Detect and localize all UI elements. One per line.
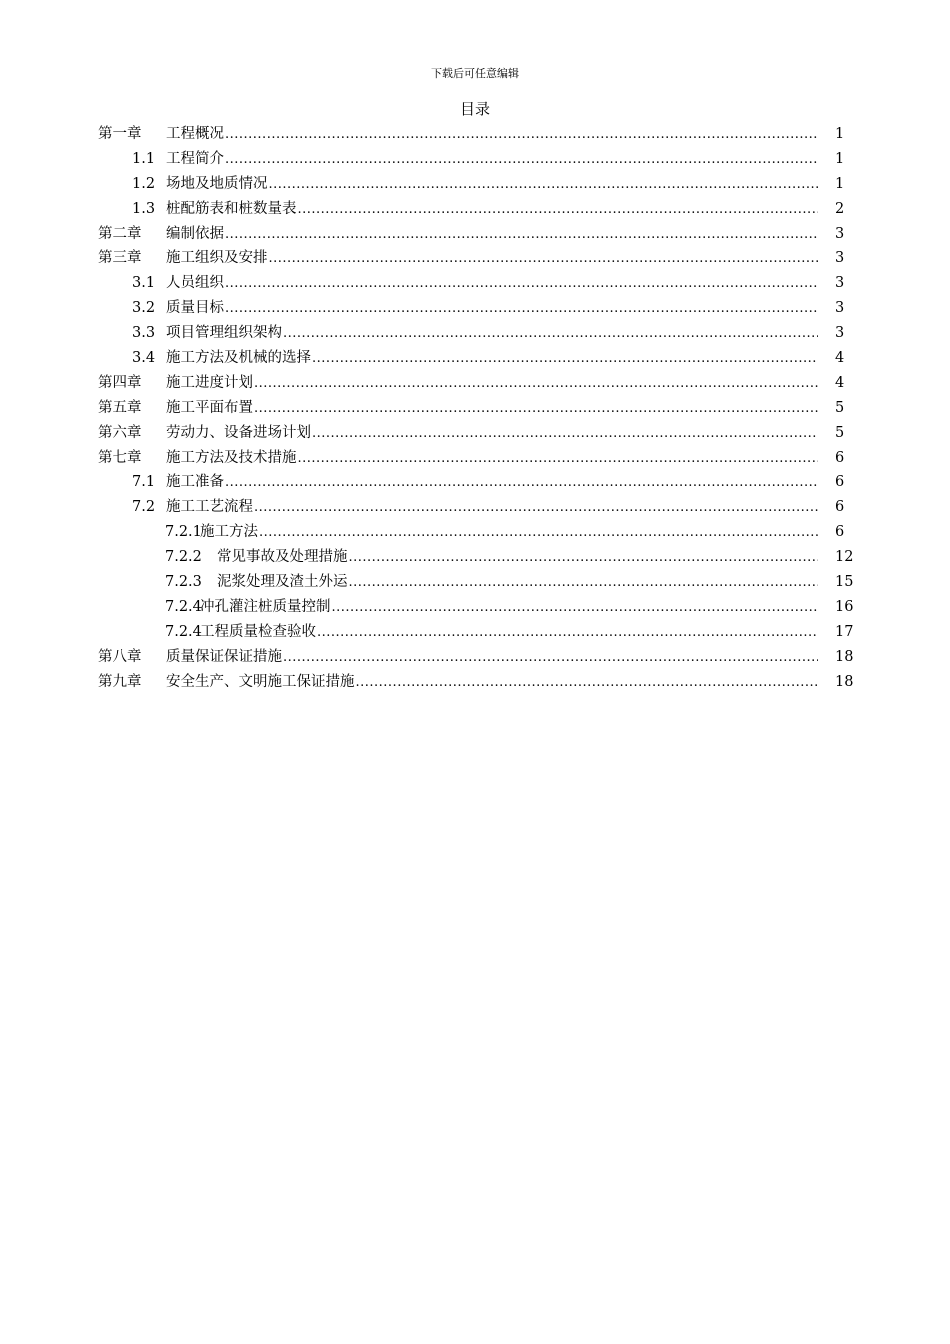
toc-entry-number: 7.2 xyxy=(132,499,156,516)
toc-entry-page: 6 xyxy=(835,474,845,491)
toc-entry-label: 泥浆处理及渣土外运 xyxy=(217,574,348,591)
toc-entry[interactable] xyxy=(0,396,950,421)
toc-entry-number: 第九章 xyxy=(98,673,142,690)
toc-entry[interactable] xyxy=(0,271,950,296)
dot-leader xyxy=(312,347,818,372)
dot-leader xyxy=(254,397,818,422)
toc-entry-number: 3.3 xyxy=(132,325,156,342)
dot-leader xyxy=(317,621,818,646)
toc-entry-label: 施工组织及安排 xyxy=(166,250,268,267)
toc-entry-page: 18 xyxy=(835,673,854,690)
toc-entry-page: 6 xyxy=(835,499,845,516)
toc-entry-label: 施工方法及技术措施 xyxy=(166,449,297,466)
toc-entry[interactable] xyxy=(0,147,950,172)
toc-entry-label: 质量保证保证措施 xyxy=(166,648,282,665)
page-header: 下载后可任意编辑 xyxy=(431,67,519,80)
toc-entry[interactable] xyxy=(0,172,950,197)
toc-entry-page: 1 xyxy=(835,175,845,192)
dot-leader xyxy=(225,148,818,173)
toc-entry[interactable] xyxy=(0,670,950,695)
toc-entry-label: 工程概况 xyxy=(166,126,224,142)
toc-entry-number: 7.2.2 xyxy=(165,549,202,566)
toc-entry[interactable] xyxy=(0,321,950,346)
toc-entry[interactable] xyxy=(0,595,950,620)
toc-entry[interactable] xyxy=(0,246,950,271)
toc-entry-number: 第四章 xyxy=(98,374,142,391)
toc-entry-label: 编制依据 xyxy=(166,225,224,242)
toc-entry-page: 5 xyxy=(835,399,845,416)
toc-entry[interactable] xyxy=(0,520,950,545)
toc-entry-number: 1.1 xyxy=(132,150,156,167)
toc-entry-label: 工程质量检查验收 xyxy=(200,623,316,640)
toc-entry-number: 第五章 xyxy=(98,399,142,416)
toc-entry-label: 质量目标 xyxy=(166,300,224,317)
toc-entry-label: 施工工艺流程 xyxy=(166,499,253,516)
dot-leader xyxy=(259,521,818,546)
toc-entry-label: 劳动力、设备进场计划 xyxy=(166,424,311,441)
dot-leader xyxy=(225,223,818,248)
toc-entry-page: 6 xyxy=(835,524,845,541)
toc-entry-number: 第一章 xyxy=(98,126,142,142)
toc-entry-number: 第三章 xyxy=(98,250,142,267)
toc-entry-label: 施工方法 xyxy=(200,524,258,541)
toc-entry-page: 1 xyxy=(835,150,845,167)
toc-entry-page: 16 xyxy=(835,598,854,615)
toc-entry-page: 4 xyxy=(835,350,845,367)
dot-leader xyxy=(283,646,818,671)
toc-entry-label: 桩配筋表和桩数量表 xyxy=(166,200,297,217)
toc-entry-page: 2 xyxy=(835,200,845,217)
toc-entry-number: 7.1 xyxy=(132,474,156,491)
toc-entry-page: 3 xyxy=(835,325,845,342)
toc-entry-page: 15 xyxy=(835,574,854,591)
toc-entry-number: 3.2 xyxy=(132,300,156,317)
toc-entry-page: 3 xyxy=(835,250,845,267)
toc-entry-label: 工程简介 xyxy=(166,150,224,167)
dot-leader xyxy=(312,422,818,447)
toc-entry-page: 3 xyxy=(835,275,845,292)
toc-entry-page: 4 xyxy=(835,374,845,391)
toc-entry-page: 17 xyxy=(835,623,854,640)
toc-entry-number: 第六章 xyxy=(98,424,142,441)
dot-leader xyxy=(298,198,819,223)
toc-entry-number: 7.2.1 xyxy=(165,524,202,541)
toc-entry-page: 12 xyxy=(835,549,854,566)
dot-leader xyxy=(225,297,818,322)
toc-entry-number: 7.2.4 xyxy=(165,623,202,640)
toc-entry-page: 6 xyxy=(835,449,845,466)
toc-entry[interactable] xyxy=(0,470,950,495)
toc-entry-label: 施工方法及机械的选择 xyxy=(166,350,311,367)
toc-entry-page: 3 xyxy=(835,225,845,242)
toc-entry-page: 1 xyxy=(835,126,845,142)
table-of-contents xyxy=(0,122,950,694)
toc-entry[interactable] xyxy=(0,296,950,321)
dot-leader xyxy=(225,471,818,496)
toc-entry-label: 施工准备 xyxy=(166,474,224,491)
toc-entry-label: 安全生产、文明施工保证措施 xyxy=(166,673,355,690)
dot-leader xyxy=(254,372,818,397)
toc-entry-page: 18 xyxy=(835,648,854,665)
dot-leader xyxy=(254,496,818,521)
toc-entry-label: 施工进度计划 xyxy=(166,374,253,391)
toc-entry-number: 第八章 xyxy=(98,648,142,665)
toc-entry-label: 项目管理组织架构 xyxy=(166,325,282,342)
toc-entry[interactable] xyxy=(0,495,950,520)
toc-entry[interactable] xyxy=(0,446,950,471)
toc-entry-label: 冲孔灌注桩质量控制 xyxy=(200,598,331,615)
toc-entry[interactable] xyxy=(0,421,950,446)
toc-entry-label: 常见事故及处理措施 xyxy=(217,549,348,566)
toc-entry-number: 1.3 xyxy=(132,200,156,217)
toc-entry-page: 5 xyxy=(835,424,845,441)
dot-leader xyxy=(349,571,819,596)
dot-leader xyxy=(269,173,819,198)
dot-leader xyxy=(283,322,818,347)
dot-leader xyxy=(225,272,818,297)
toc-entry-label: 施工平面布置 xyxy=(166,399,253,416)
toc-entry[interactable] xyxy=(0,371,950,396)
toc-entry-label: 人员组织 xyxy=(166,275,224,292)
dot-leader xyxy=(269,247,819,272)
toc-entry-number: 7.2.4 xyxy=(165,598,202,615)
toc-entry-number: 3.4 xyxy=(132,350,156,367)
toc-title: 目录 xyxy=(459,100,490,118)
toc-entry[interactable] xyxy=(0,122,950,147)
dot-leader xyxy=(349,546,819,571)
toc-entry[interactable] xyxy=(0,197,950,222)
toc-entry-number: 第七章 xyxy=(98,449,142,466)
dot-leader xyxy=(225,123,818,148)
toc-entry-number: 第二章 xyxy=(98,225,142,242)
dot-leader xyxy=(332,596,819,621)
dot-leader xyxy=(356,671,819,696)
dot-leader xyxy=(298,447,819,472)
toc-entry[interactable] xyxy=(0,222,950,247)
toc-entry-number: 7.2.3 xyxy=(165,574,202,591)
toc-entry[interactable] xyxy=(0,570,950,595)
toc-entry-number: 3.1 xyxy=(132,275,156,292)
toc-entry-page: 3 xyxy=(835,300,845,317)
toc-entry[interactable] xyxy=(0,620,950,645)
toc-entry[interactable] xyxy=(0,645,950,670)
toc-entry-label: 场地及地质情况 xyxy=(166,175,268,192)
toc-entry[interactable] xyxy=(0,545,950,570)
toc-entry-number: 1.2 xyxy=(132,175,156,192)
toc-entry[interactable] xyxy=(0,346,950,371)
